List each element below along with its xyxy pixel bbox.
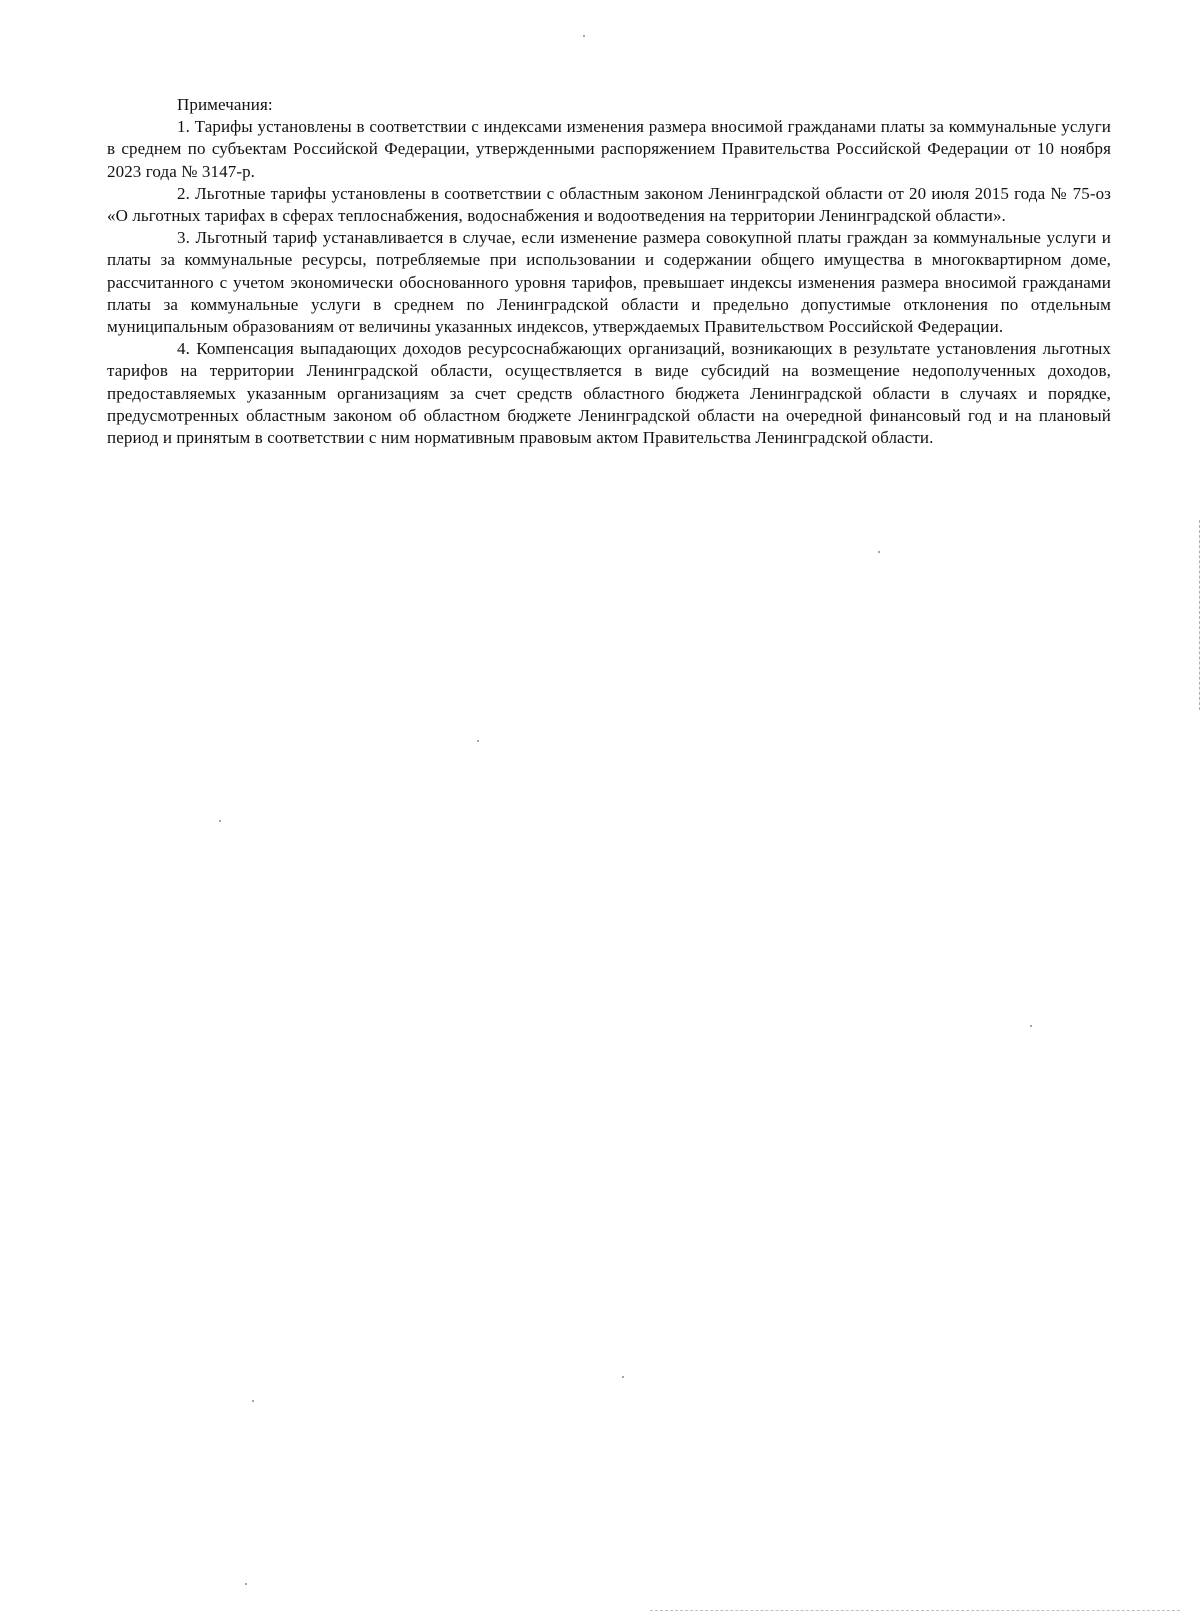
scan-speck (477, 740, 479, 742)
note-item-4: 4. Компенсация выпадающих доходов ресурсоснабжающих организаций, возникающих в результате установления льготных тарифов на территории Ленинградской области, осуществляется в виде субсидий на возмещение недополученных доходов, предоставляемых указанным организациям за счет средств областного бюджета Ленинградской области в случаях и порядке, предусмотренных областным законом об областном бюджете Ленинградской области на очередной финансовый год и на плановый период и принятым в соответствии с ним нормативным правовым актом Правительства Ленинградской области. (107, 339, 1111, 448)
scan-speck (878, 551, 880, 553)
scan-speck (622, 1376, 624, 1378)
scan-speck (583, 35, 585, 37)
notes-section (107, 94, 1111, 449)
scan-speck (252, 1400, 254, 1402)
scan-speck (245, 1583, 247, 1585)
notes-heading: Примечания: (177, 95, 273, 114)
note-item-2: 2. Льготные тарифы установлены в соответствии с областным законом Ленинградской области от 20 июля 2015 года № 75-оз «О льготных тарифах в сферах теплоснабжения, водоснабжения и водоотведения на территории Ленинградской области». (107, 183, 1111, 226)
scan-speck (1030, 1025, 1032, 1027)
note-item-3: 3. Льготный тариф устанавливается в случае, если изменение размера совокупной платы граждан за коммунальные услуги и платы за коммунальные ресурсы, потребляемые при использовании и содержании общего имущества в многоквартирном доме, рассчитанного с учетом экономически обоснованного уровня тарифов, превышает индексы изменения размера вносимой гражданами платы за коммунальные услуги в среднем по Ленинградской области и предельно допустимые отклонения по отдельным муниципальным образованиям от величины указанных индексов, утверждаемых Правительством Российской Федерации. (107, 228, 1111, 337)
scan-bottom-mark (650, 1610, 1180, 1611)
note-item-1: 1. Тарифы установлены в соответствии с индексами изменения размера вносимой гражданами платы за коммунальные услуги в среднем по субъектам Российской Федерации, утвержденными распоряжением Правительства Российской Федерации от 10 ноября 2023 года № 3147-р. (107, 117, 1111, 181)
scan-speck (219, 820, 221, 822)
